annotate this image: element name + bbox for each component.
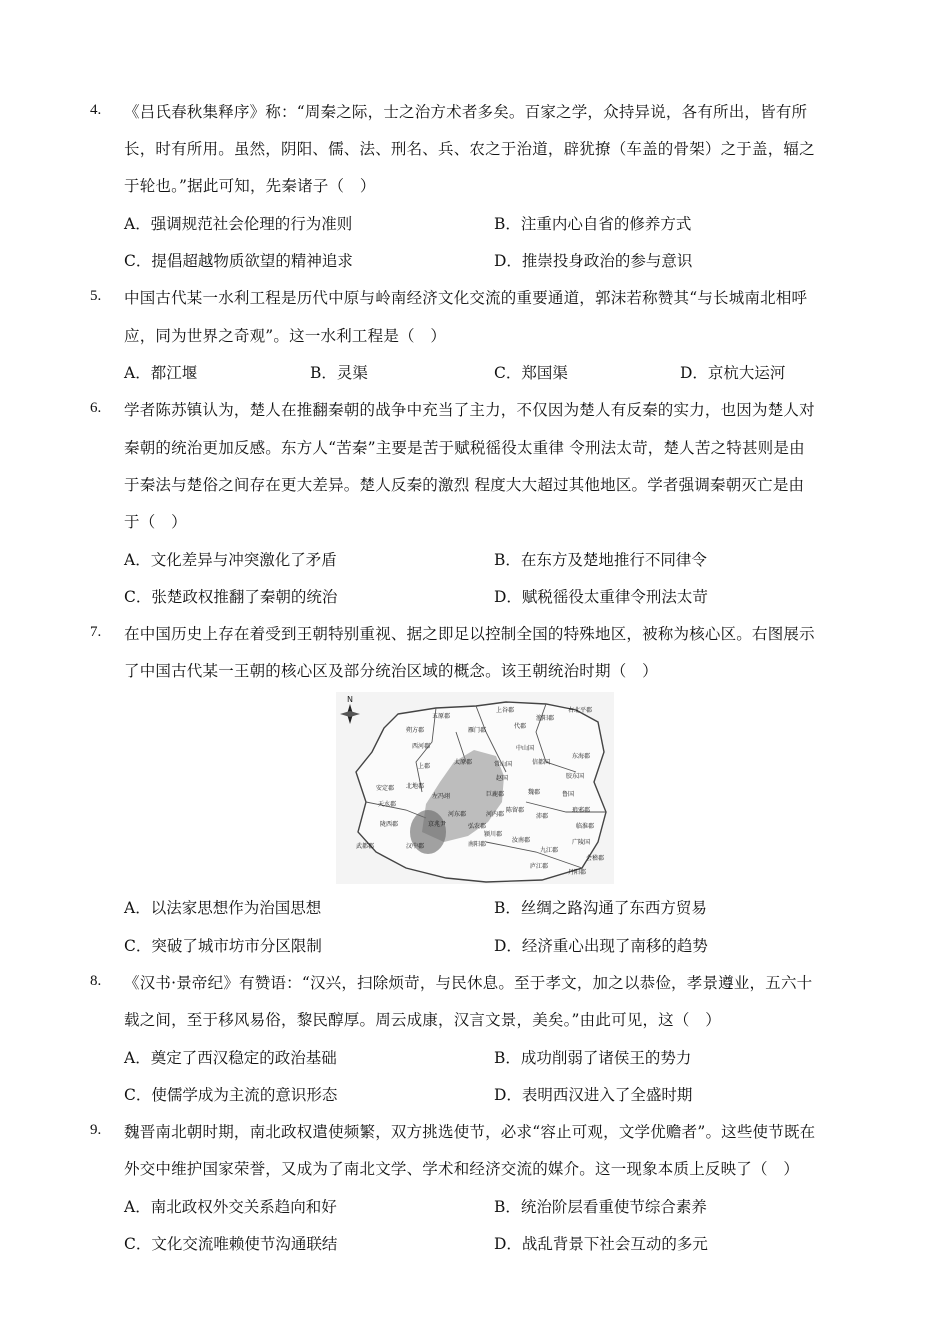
question-text-line: 《吕氏春秋集释序》称：“周秦之际，士之治方术者多矣。百家之学，众持异说，各有所出，皆有所 [124,103,808,121]
map-region-label: 河内郡 [486,811,505,818]
map-region-label: 中山国 [516,745,535,752]
map-region-label: 河东郡 [448,811,467,818]
question-number: 8. [90,973,102,989]
option-b[interactable]: B．注重内心自省的修养方式 [494,215,692,233]
question-text-line: 了中国古代某一王朝的核心区及部分统治区域的概念。该王朝统治时期（ ） [124,662,658,680]
map-region-label: 右北平郡 [568,707,593,714]
map-region-label: 巨鹿郡 [486,791,505,798]
map-region-label: 广陵国 [572,839,591,846]
map-region-label: 陇西郡 [380,821,399,828]
option-c[interactable]: C．张楚政权推翻了秦朝的统治 [124,588,338,606]
option-d[interactable]: D．战乱背景下社会互动的多元 [494,1235,708,1253]
map-region-label: 胶东国 [566,773,585,780]
question-text-line: 于轮也。”据此可知，先秦诸子（ ） [124,177,376,195]
question-number: 5. [90,288,102,304]
map-region-label: 南阳郡 [468,841,487,848]
map-region-label: 上郡 [418,763,431,770]
map-region-label: 信都国 [532,759,551,766]
map-region-label: 朔方郡 [406,727,425,734]
map-region-label: 五原郡 [432,713,451,720]
map-region-label: 临淮郡 [576,823,595,830]
map-region-label: 赵国 [496,775,509,782]
option-b[interactable]: B．成功削弱了诸侯王的势力 [494,1049,692,1067]
core-region-map [336,692,614,884]
option-d[interactable]: D．表明西汉进入了全盛时期 [494,1086,693,1104]
map-region-label: 琅邪郡 [572,807,591,814]
option-d[interactable]: D．推崇投身政治的参与意识 [494,252,693,270]
map-region-label: 沛郡 [536,813,549,820]
option-c[interactable]: C．郑国渠 [494,364,568,382]
question-number: 7. [90,624,102,640]
map-region-label: 丹阳郡 [568,869,587,876]
option-a[interactable]: A．奠定了西汉稳定的政治基础 [124,1049,337,1067]
map-region-label: 颍川郡 [484,831,503,838]
option-c[interactable]: C．文化交流唯赖使节沟通联结 [124,1235,338,1253]
question-number: 6. [90,400,102,416]
map-region-label: 西河郡 [412,743,431,750]
map-region-label: 安定郡 [376,785,395,792]
map-region-label: 汉中郡 [406,843,425,850]
question-number: 9. [90,1122,102,1138]
option-a[interactable]: A．文化差异与冲突激化了矛盾 [124,551,337,569]
question-text-line: 中国古代某一水利工程是历代中原与岭南经济文化交流的重要通道，郭沫若称赞其“与长城南北相呼 [124,289,808,307]
map-region-label: 代郡 [514,723,527,730]
option-c[interactable]: C．突破了城市坊市分区限制 [124,937,322,955]
question-text-line: 应，同为世界之奇观”。这一水利工程是（ ） [124,327,447,345]
map-region-label: 陈留郡 [506,807,525,814]
option-b[interactable]: B．丝绸之路沟通了东西方贸易 [494,899,707,917]
map-region-label: 东海郡 [572,753,591,760]
map-region-label: 九江郡 [540,847,559,854]
question-text-line: 载之间，至于移风易俗，黎民醇厚。周云成康，汉言文景，美矣。”由此可见，这（ ） [124,1011,721,1029]
option-b[interactable]: B．灵渠 [310,364,368,382]
option-c[interactable]: C．提倡超越物质欲望的精神追求 [124,252,353,270]
map-region-label: 弘农郡 [468,823,487,830]
question-text-line: 于（ ） [124,513,187,531]
question-text-line: 于秦法与楚俗之间存在更大差异。楚人反秦的激烈 程度大大超过其他地区。学者强调秦朝灭亡是由 [124,476,805,494]
option-a[interactable]: A．强调规范社会伦理的行为准则 [124,215,353,233]
map-region-label: 会稽郡 [586,855,605,862]
question-text-line: 秦朝的统治更加反感。东方人“苦秦”主要是苦于赋税徭役太重律 令刑法太苛，楚人苦之特甚则是由 [124,439,805,457]
map-region-label: 渔阳郡 [536,715,555,722]
option-a[interactable]: A．南北政权外交关系趋向和好 [124,1198,337,1216]
map-region-label: 天水郡 [378,801,397,808]
option-d[interactable]: D．经济重心出现了南移的趋势 [494,937,708,955]
question-text-line: 外交中维护国家荣誉，又成为了南北文学、学术和经济交流的媒介。这一现象本质上反映了（ ） [124,1160,800,1178]
map-region-label: 魏郡 [528,789,541,796]
map-region-label: 武都郡 [356,843,375,850]
option-d[interactable]: D．京杭大运河 [680,364,786,382]
question-text-line: 《汉书·景帝纪》有赞语：“汉兴，扫除烦苛，与民休息。至于孝文，加之以恭俭，孝景遵业，五六十 [124,974,813,992]
map-region-label: 京兆尹 [428,821,447,828]
map-region-label: 雁门郡 [468,727,487,734]
map-region-label: 鲁国 [562,791,575,798]
question-text-line: 长，时有所用。虽然，阴阳、儒、法、刑名、兵、农之于治道，辟犹撩（车盖的骨架）之于盖，辐之 [124,140,815,158]
question-number: 4. [90,102,102,118]
question-text-line: 魏晋南北朝时期，南北政权遣使频繁，双方挑选使节，必求“容止可观，文学优赡者”。这些使节既在 [124,1123,816,1141]
map-region-label: 北地郡 [406,783,425,790]
map-region-label: 上谷郡 [496,707,515,714]
option-a[interactable]: A．以法家思想作为治国思想 [124,899,322,917]
map-region-label: 庐江郡 [530,863,549,870]
question-text-line: 在中国历史上存在着受到王朝特别重视、据之即足以控制全国的特殊地区，被称为核心区。右图展示 [124,625,815,643]
map-region-label: 左冯翊 [432,793,451,800]
option-d[interactable]: D．赋税徭役太重律令刑法太苛 [494,588,708,606]
map-region-label: 太原郡 [454,759,473,766]
map-region-label: 汝南郡 [512,837,531,844]
option-b[interactable]: B．在东方及楚地推行不同律令 [494,551,707,569]
option-c[interactable]: C．使儒学成为主流的意识形态 [124,1086,338,1104]
option-b[interactable]: B．统治阶层看重使节综合素养 [494,1198,707,1216]
question-text-line: 学者陈苏镇认为，楚人在推翻秦朝的战争中充当了主力，不仅因为楚人有反秦的实力，也因为楚人对 [124,401,815,419]
option-a[interactable]: A．都江堰 [124,364,198,382]
map-region-label: 常山国 [494,761,513,768]
compass-label: N [347,695,353,704]
